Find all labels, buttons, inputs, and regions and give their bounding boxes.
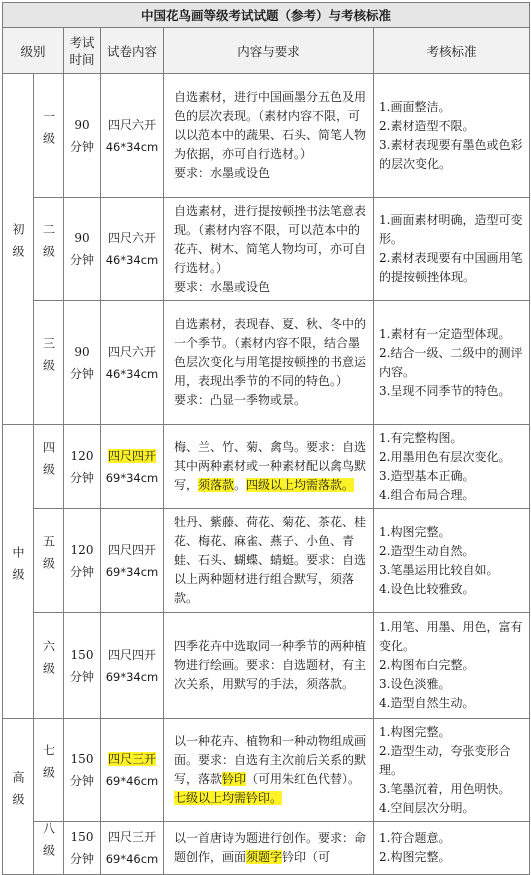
content-cell: 自选素材，表现春、夏、秋、冬中的一个季节。（素材内容不限，结合墨色层次变化与用笔提按顿挫的书意运用，表现出季节的不同的特色。） 要求：凸显一季物或景。	[164, 301, 374, 425]
grade-cell: 五级	[34, 509, 64, 613]
highlight-text: 须题字	[246, 850, 283, 864]
paper-cell: 四尺四开 69*34cm	[101, 425, 164, 509]
paper-cell: 四尺六开 46*34cm	[101, 198, 164, 301]
time-cell: 90 分钟	[64, 198, 101, 301]
table-row	[3, 822, 530, 875]
paper-cell: 四尺四开 69*34cm	[101, 613, 164, 719]
grade-cell: 八级	[34, 822, 64, 875]
table-row	[3, 301, 530, 425]
highlight-text: 须落款	[198, 478, 235, 492]
header-content: 内容与要求	[164, 28, 374, 74]
standard-cell: 1.有完整构图。 2.用墨用色有层次变化。 3.造型基本正确。 4.组合布局合理。	[374, 425, 530, 509]
grading-table	[2, 2, 530, 875]
standard-cell: 1.画面素材明确，造型可变形。 2.素材表现要有中国画用笔的提按顿挫体现。	[374, 198, 530, 301]
content-cell: 自选素材，进行中国画墨分五色及用色的层次表现。（素材内容不限，可以以范本中的蔬果、石头、简笔人物为依据，亦可自行选材。） 要求：水墨或设色	[164, 74, 374, 198]
standard-cell: 1.符合题意。 2.构图完整。	[374, 822, 530, 875]
grade-cell: 六级	[34, 613, 64, 719]
time-cell: 90 分钟	[64, 74, 101, 198]
table-row	[3, 198, 530, 301]
group-advanced: 高级	[3, 719, 34, 875]
time-cell: 150 分钟	[64, 613, 101, 719]
grade-cell: 一级	[34, 74, 64, 198]
content-cell: 以一首唐诗为题进行创作。要求：命题创作，画面须题字钤印（可	[164, 822, 374, 875]
header-level: 级别	[3, 28, 64, 74]
content-cell: 以一种花卉、植物和一种动物组成画面。要求：自选有主次前后关系的默写，落款钤印（可用朱红色代替）。七级以上均需钤印。	[164, 719, 374, 822]
standard-cell: 1.画面整洁。 2.素材造型不限。 3.素材表现要有墨色或色彩的层次变化。	[374, 74, 530, 198]
paper-size-highlight: 四尺三开	[107, 752, 156, 766]
content-cell: 自选素材，进行提按顿挫书法笔意表现。（素材内容不限，可以范本中的花卉、树木、简笔人物均可，亦可自行选材。） 要求：水墨或设色	[164, 198, 374, 301]
paper-size-highlight: 四尺四开	[107, 448, 156, 463]
header-time: 考试 时间	[64, 28, 101, 74]
table-row	[3, 425, 530, 509]
time-cell: 150 分钟	[64, 822, 101, 875]
time-cell: 120 分钟	[64, 425, 101, 509]
content-cell: 梅、兰、竹、菊、禽鸟。要求：自选其中两种素材或一种素材配以禽鸟默写，须落款。四级以上均需落款。	[164, 425, 374, 509]
time-cell: 90 分钟	[64, 301, 101, 425]
group-middle: 中级	[3, 425, 34, 719]
table-row	[3, 613, 530, 719]
standard-cell: 1.构图完整。 2.造型生动，夸张变形合理。 3.笔墨沉着，用色明快。 4.空间层次分明。	[374, 719, 530, 822]
time-cell: 150 分钟	[64, 719, 101, 822]
paper-cell: 四尺六开 46*34cm	[101, 301, 164, 425]
grade-cell: 二级	[34, 198, 64, 301]
highlight-text: 钤印	[222, 772, 247, 786]
standard-cell: 1.构图完整。 2.造型生动自然。 3.笔墨运用比较自如。 4.设色比较雅致。	[374, 509, 530, 613]
content-cell: 牡丹、紫藤、荷花、菊花、茶花、桂花、梅花、麻雀、燕子、小鱼、青蛙、石头、蝴蝶、蜻蜓。要求：自选以上两种题材进行组合默写，须落款。	[164, 509, 374, 613]
paper-cell: 四尺三开 69*46cm	[101, 822, 164, 875]
paper-cell: 四尺六开 46*34cm	[101, 74, 164, 198]
grade-cell: 七级	[34, 719, 64, 822]
grade-cell: 三级	[34, 301, 64, 425]
table-row	[3, 719, 530, 822]
highlight-text: 四级以上均需落款。	[246, 478, 355, 492]
time-cell: 120 分钟	[64, 509, 101, 613]
standard-cell: 1.用笔、用墨、用色，富有变化。 2.构图布白完整。 3.设色淡雅。 4.造型自然生动。	[374, 613, 530, 719]
table-title: 中国花鸟画等级考试试题（参考）与考核标准	[3, 3, 530, 28]
table-row	[3, 74, 530, 198]
grade-cell: 四级	[34, 425, 64, 509]
header-paper: 试卷内容	[101, 28, 164, 74]
highlight-text: 七级以上均需钤印。	[174, 791, 283, 805]
standard-cell: 1.素材有一定造型体现。 2.结合一级、二级中的测评内容。 3.呈现不同季节的特色。	[374, 301, 530, 425]
content-cell: 四季花卉中选取同一种季节的两种植物进行绘画。要求：自选题材，有主次关系，用默写的手法，须落款。	[164, 613, 374, 719]
group-primary: 初级	[3, 74, 34, 425]
table-row	[3, 509, 530, 613]
header-standard: 考核标准	[374, 28, 530, 74]
paper-cell: 四尺四开 69*34cm	[101, 509, 164, 613]
paper-cell: 四尺三开 69*46cm	[101, 719, 164, 822]
